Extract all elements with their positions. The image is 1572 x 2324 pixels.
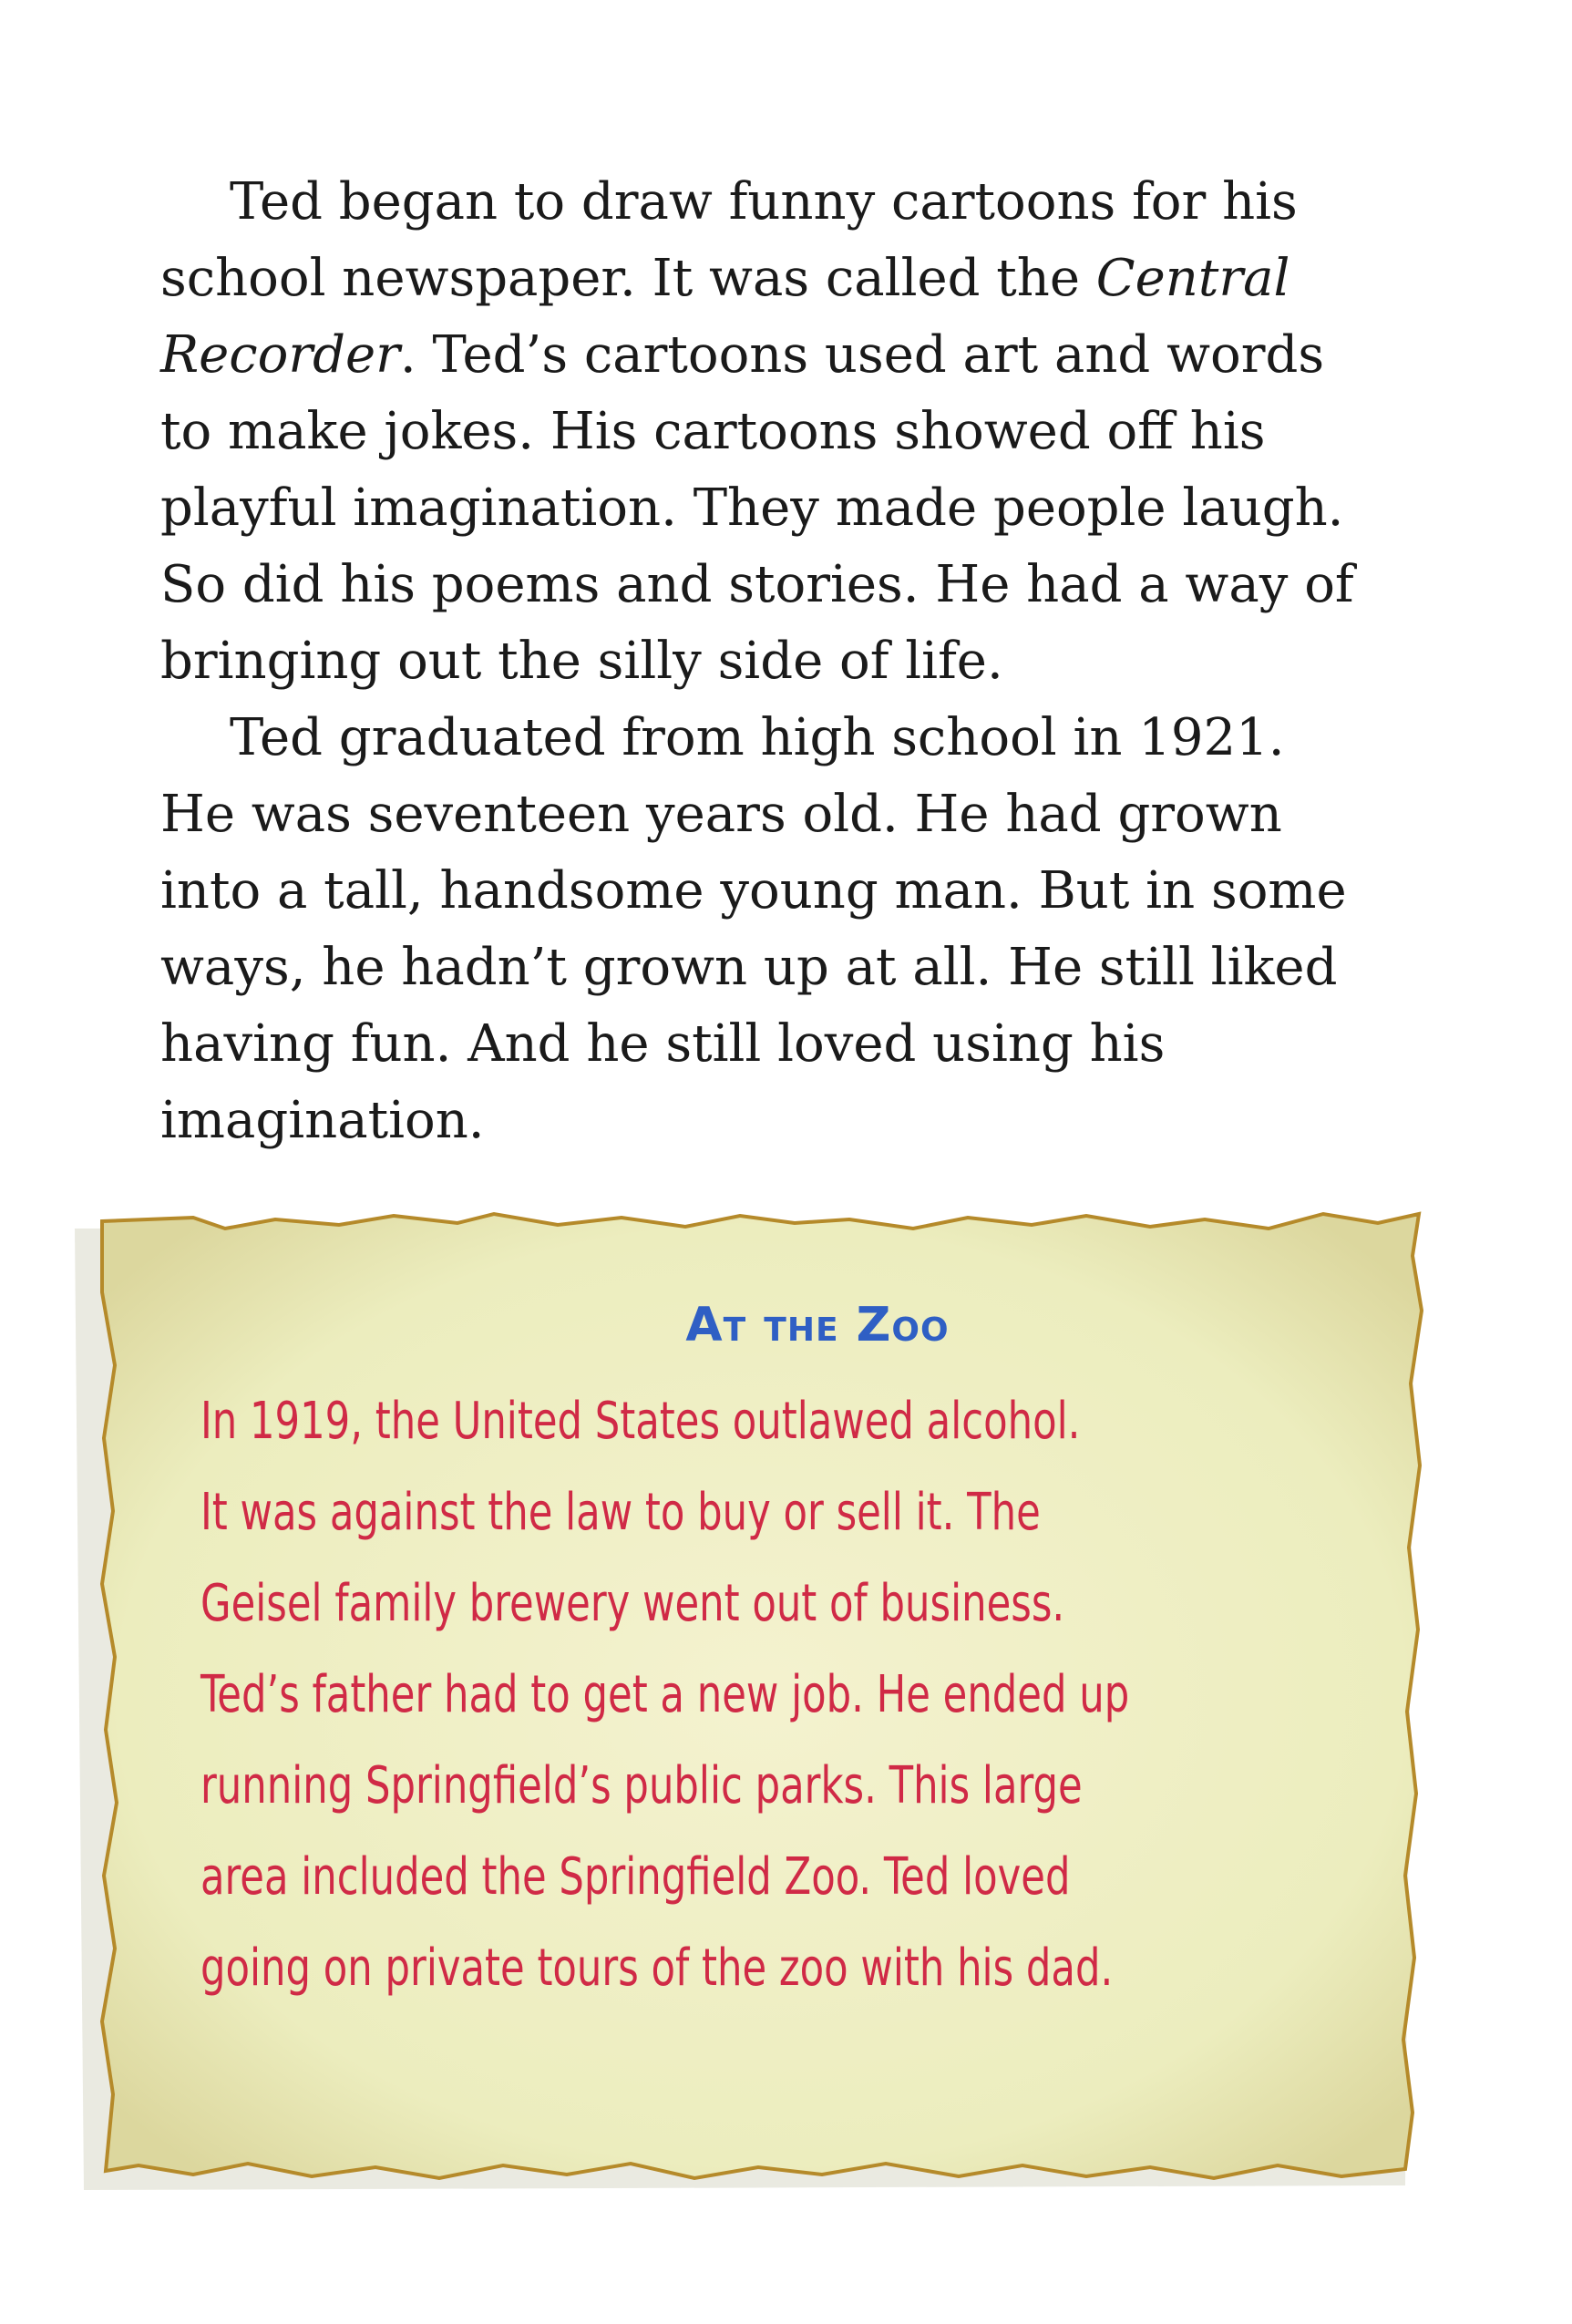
- sidebar-body-text: In 1919, the United States outlawed alcohol. It was against the law to buy or sell it. The Geisel family brewery went out of business. Ted’s father had to get a new job. He ended up running Springfield’s public parks. This large area included the Springfield Zoo. Ted loved going on private tours of the zoo with his dad.: [200, 1392, 1130, 1998]
- paragraph-2: Ted graduated from high school in 1921. He was seventeen years old. He had grown into a tall, handsome young man. But in some ways, he hadn’t grown up at all. He still liked having fun. And he still loved using his imagination.: [160, 708, 1347, 1150]
- newspaper-title: Central Recorder: [160, 249, 1290, 385]
- paragraph-1-start: Ted began to draw funny cartoons for his school newspaper. It was called the: [160, 172, 1298, 308]
- paragraph-1-end: . Ted’s cartoons used art and words to make jokes. His cartoons showed off his playful imagination. They made people laugh. So did his poems and stories. He had a way of bringing out the silly side of life.: [160, 325, 1354, 691]
- paragraph-1: [160, 164, 1354, 700]
- sidebar-box: [66, 1201, 1451, 2195]
- sidebar-title: At the Zoo: [685, 1298, 950, 1352]
- main-text: [160, 164, 1354, 1159]
